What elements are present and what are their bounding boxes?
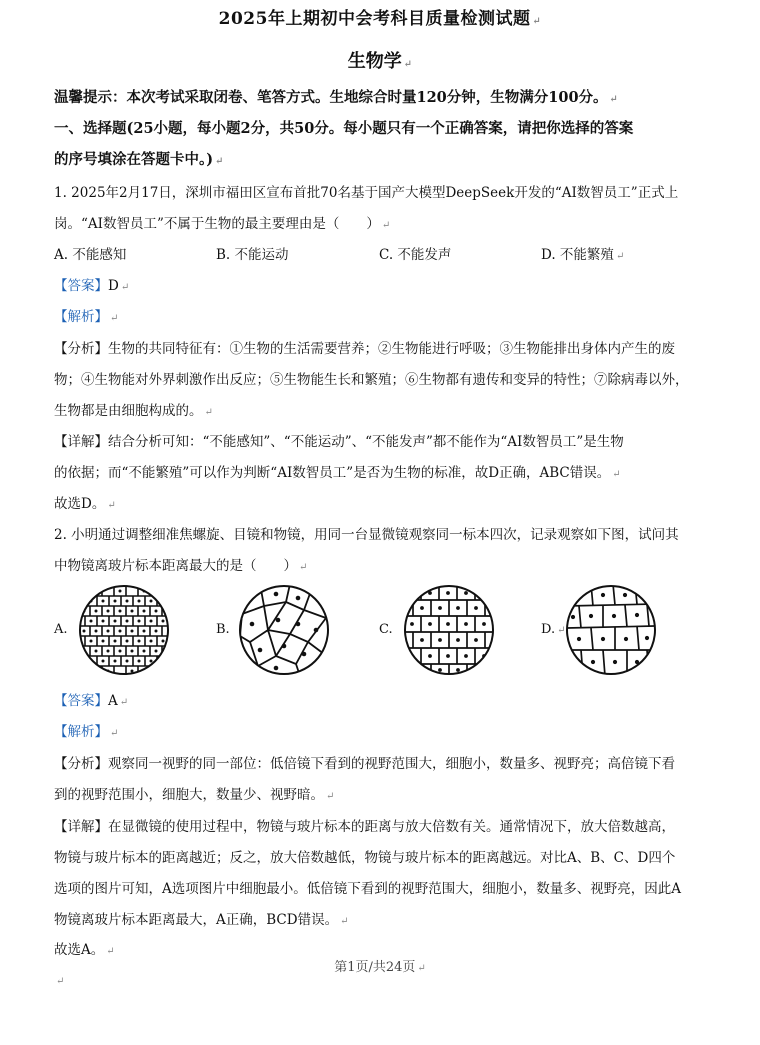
q1-option-a: A. 不能感知 — [54, 247, 127, 263]
q2-conclusion: 故选A。 ↵ — [54, 942, 115, 958]
cell-view-a — [78, 584, 170, 676]
q1-option-d: D. 不能繁殖 ↵ — [541, 247, 625, 263]
q1-fenxi-line2: 物；④生物能对外界刺激作出反应；⑤生物能生长和繁殖；⑥生物都有遗传和变异的特性；⑦除病毒以外， — [54, 372, 689, 388]
q1-option-b: B. 不能运动 — [216, 247, 289, 263]
q2-fenxi-line2: 到的视野范围小，细胞大，数量少、视野暗。 ↵ — [54, 787, 335, 803]
exam-title: 2025年上期初中会考科目质量检测试题 ↵ — [218, 9, 542, 29]
q2-xiangjie-line1: 【详解】在显微镜的使用过程中，物镜与玻片标本的距离与放大倍数有关。通常情况下，放大倍数越高， — [54, 819, 675, 835]
q2-option-c-label: C. — [379, 622, 393, 637]
section-heading-line1: 一、选择题(25小题，每小题2分，共50分。每小题只有一个正确答案，请把你选择的答案 — [54, 120, 634, 137]
q2-fenxi-line1: 【分析】观察同一视野的同一部位：低倍镜下看到的视野范围大，细胞小，数量多、视野亮；高倍镜下看 — [54, 756, 675, 772]
q2-xiangjie-line4: 物镜离玻片标本距离最大，A正确，BCD错误。 ↵ — [54, 912, 349, 928]
q1-stem-line1: 1. 2025年2月17日，深圳市福田区宣布首批70名基于国产大模型DeepSeek开发的“AI数智员工”正式上 — [54, 185, 679, 201]
q2-option-d-label: D. ↵ — [541, 622, 566, 637]
q1-answer: 【答案】D ↵ — [54, 278, 130, 294]
cell-view-c — [403, 584, 495, 676]
q2-stem-line1: 2. 小明通过调整细准焦螺旋、目镜和物镜，用同一台显微镜观察同一标本四次，记录观察如下图，试问其 — [54, 527, 679, 543]
q2-option-a-label: A. — [54, 622, 68, 637]
cell-view-d — [565, 584, 657, 676]
notice: 温馨提示：本次考试采取闭卷、笔答方式。生地综合时量120分钟，生物满分100分。 ↵ — [54, 89, 618, 106]
q1-conclusion: 故选D。 ↵ — [54, 496, 116, 512]
q2-option-b-label: B. — [216, 622, 230, 637]
q1-option-c: C. 不能发声 — [379, 247, 452, 263]
q2-xiangjie-line3: 选项的图片可知，A选项图片中细胞最小。低倍镜下看到的视野范围大，细胞小，数量多、视野亮，因此A — [54, 881, 681, 897]
q2-answer: 【答案】A ↵ — [54, 693, 129, 709]
q1-stem-line2: 岗。“AI数智员工”不属于生物的最主要理由是（ ） ↵ — [54, 216, 391, 232]
q1-xiangjie-line1: 【详解】结合分析可知：“不能感知”、“不能运动”、“不能发声”都不能作为“AI数智员工”是生物 — [54, 434, 624, 450]
q1-fenxi-line3: 生物都是由细胞构成的。 ↵ — [54, 403, 213, 419]
q1-fenxi-line1: 【分析】生物的共同特征有：①生物的生活需要营养；②生物能进行呼吸；③生物能排出身体内产生的废 — [54, 341, 675, 357]
trailing-paragraph-mark: ↵ — [56, 976, 65, 987]
q2-stem-line2: 中物镜离玻片标本距离最大的是（ ） ↵ — [54, 558, 308, 574]
q1-xiangjie-line2: 的依据；而“不能繁殖”可以作为判断“AI数智员工”是否为生物的标准，故D正确，ABC错误。 ↵ — [54, 465, 621, 481]
subject-title: 生物学 ↵ — [347, 51, 413, 72]
cell-view-b — [238, 584, 330, 676]
section-heading-line2: 的序号填涂在答题卡中。) ↵ — [54, 151, 224, 168]
q1-analysis-label: 【解析】 ↵ — [54, 309, 119, 325]
q2-analysis-label: 【解析】 ↵ — [54, 724, 119, 740]
q2-xiangjie-line2: 物镜与玻片标本的距离越近；反之，放大倍数越低，物镜与玻片标本的距离越远。对比A、B、C、D四个 — [54, 850, 676, 866]
page-footer: 第1页/共24页 ↵ — [334, 960, 426, 975]
